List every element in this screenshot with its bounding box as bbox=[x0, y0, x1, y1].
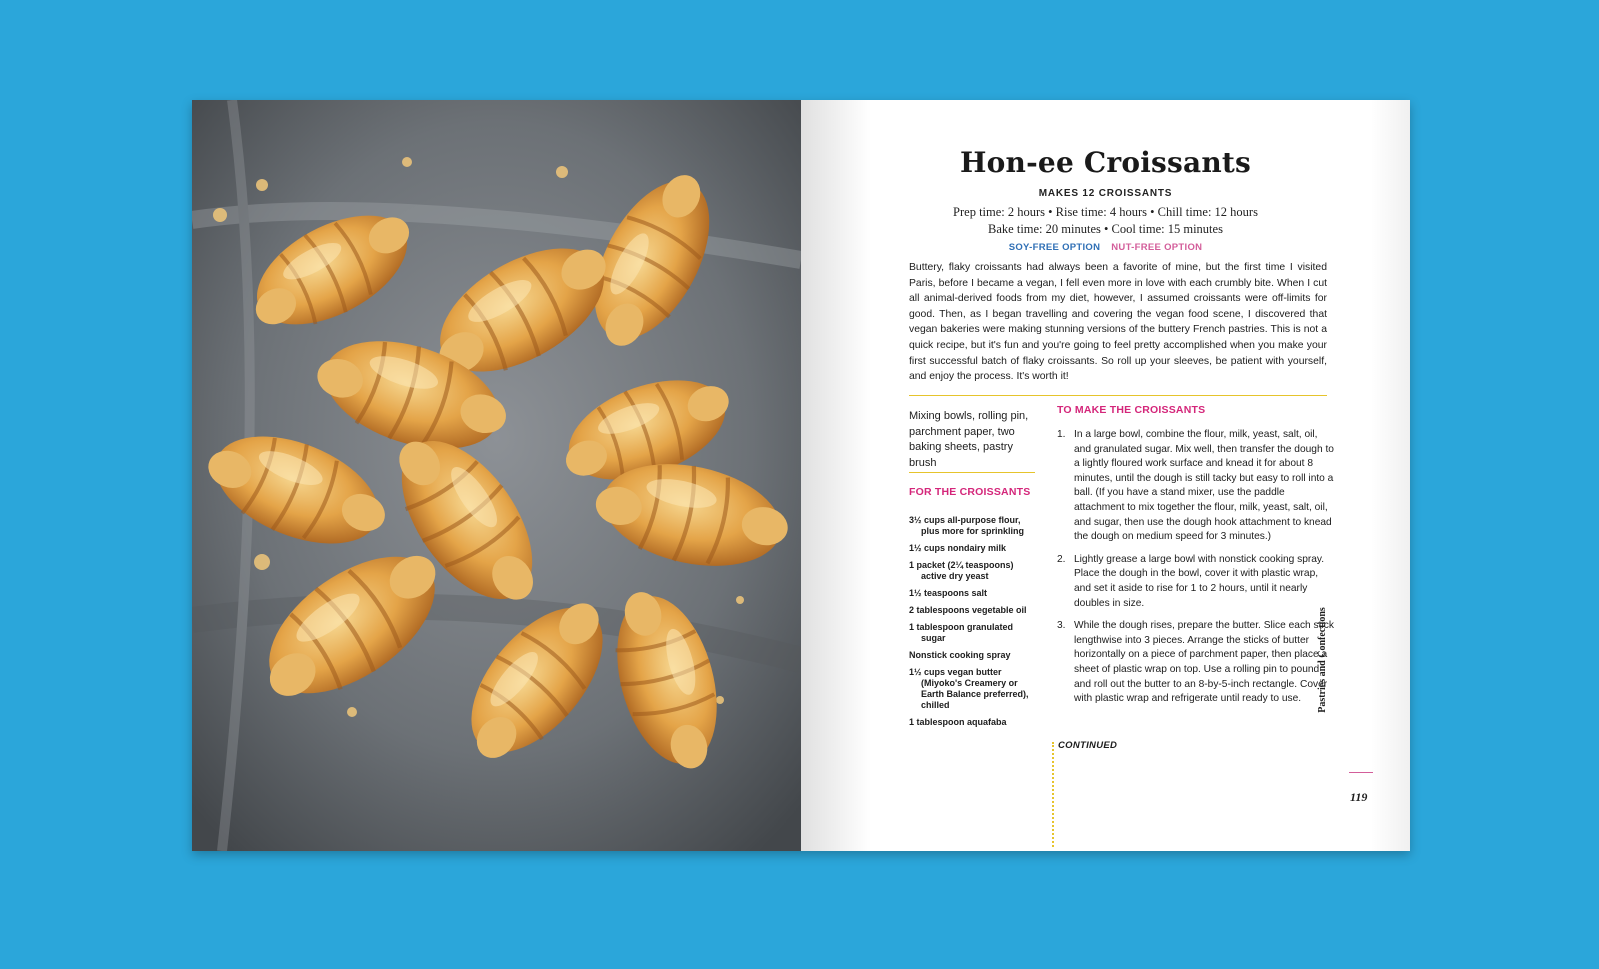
continued-label: CONTINUED bbox=[1058, 740, 1118, 751]
list-item: Nonstick cooking spray bbox=[909, 650, 1011, 660]
soy-free-option: SOY-FREE OPTION bbox=[1008, 242, 1101, 253]
list-item: 1 tablespoon aquafaba bbox=[909, 717, 1007, 727]
step-text: While the dough rises, prepare the butter. Slice each stick lengthwise into 3 pieces. Arrange the sticks of butter horizontally on a piece of parchment paper, then place a sheet of plastic wrap on top. Use a rolling pin to pound and roll out the butter to an 8-by-5-inch rectangle. Cover with plastic wrap and refrigerate until ready to use. bbox=[1074, 620, 1334, 705]
times-line-1: Prep time: 2 hours • Rise time: 4 hours • Chill time: 12 hours bbox=[953, 205, 1258, 219]
recipe-times bbox=[801, 204, 1410, 238]
list-item: 1½ cups nondairy milk bbox=[909, 543, 1007, 553]
list-item: 1½ teaspoons salt bbox=[909, 588, 988, 598]
recipe-yield: MAKES 12 CROISSANTS bbox=[1038, 188, 1173, 199]
method-heading: TO MAKE THE CROISSANTS bbox=[1057, 404, 1206, 416]
chapter-running-head: Pastries and Confections bbox=[1317, 607, 1328, 713]
ingredients-list bbox=[909, 515, 1039, 734]
croissant-photo bbox=[192, 100, 801, 851]
equipment-divider bbox=[909, 472, 1035, 473]
step-item bbox=[1057, 553, 1335, 611]
recipe-page bbox=[801, 100, 1410, 851]
page-number: 119 bbox=[1350, 790, 1368, 804]
recipe-intro: Buttery, flaky croissants had always been a favorite of mine, but the first time I visited Paris, before I became a vegan, I fell even more in love with each crumbly bite. When I cut all animal-derived foods from my diet, however, I assumed croissants were off-limits for good. Then, as I began travelling and covering the vegan food scene, I discovered that vegan bakeries were making stunning versions of the buttery French pastries. This is not a quick recipe, but it's fun and you're going to feel pretty accomplished when you make your first successful batch of flaky croissants. So roll up your sleeves, be patient with yourself, and enjoy the process. It's worth it! bbox=[909, 262, 1327, 383]
list-item: 1½ cups vegan butter (Miyoko's Creamery or Earth Balance preferred), chilled bbox=[909, 667, 1029, 710]
intro-divider bbox=[909, 395, 1327, 396]
chapter-accent-line bbox=[1349, 772, 1373, 773]
step-item bbox=[1057, 428, 1335, 545]
method-steps bbox=[1057, 428, 1335, 715]
step-text: In a large bowl, combine the flour, milk, yeast, salt, oil, and granulated sugar. Mix well, then transfer the dough to a lightly floured work surface and knead it for about 8 minutes, until the dough is still tacky but easy to roll into a ball. (If you have a stand mixer, use the paddle attachment to mix together the flour, milk, yeast, salt, oil, and sugar, then use the dough hook attachment to knead the dough on medium speed for 3 minutes.) bbox=[1074, 429, 1334, 543]
croissant-illustration bbox=[192, 100, 801, 851]
step-number: 1. bbox=[1057, 429, 1066, 440]
continued-dotted-rule bbox=[1052, 742, 1054, 847]
open-book-spread bbox=[192, 100, 1410, 851]
list-item: 1 tablespoon granulated sugar bbox=[909, 622, 1014, 643]
step-text: Lightly grease a large bowl with nonstick cooking spray. Place the dough in the bowl, cover it with plastic wrap, and set it aside to rise for 1 to 2 hours, until it nearly doubles in size. bbox=[1074, 553, 1325, 609]
equipment-list: Mixing bowls, rolling pin, parchment paper, two baking sheets, pastry brush bbox=[909, 410, 1029, 469]
list-item: 2 tablespoons vegetable oil bbox=[909, 605, 1027, 615]
list-item: 3½ cups all-purpose flour, plus more for sprinkling bbox=[909, 515, 1025, 536]
recipe-title: Hon-ee Croissants bbox=[960, 146, 1251, 179]
step-number: 3. bbox=[1057, 620, 1066, 632]
diet-options bbox=[801, 242, 1410, 253]
list-item: 1 packet (2¼ teaspoons) active dry yeast bbox=[909, 560, 1014, 581]
times-line-2: Bake time: 20 minutes • Cool time: 15 minutes bbox=[988, 222, 1223, 236]
ingredients-heading: FOR THE CROISSANTS bbox=[909, 486, 1031, 498]
step-number: 2. bbox=[1057, 553, 1066, 565]
step-item bbox=[1057, 619, 1335, 707]
nut-free-option: NUT-FREE OPTION bbox=[1111, 242, 1203, 253]
